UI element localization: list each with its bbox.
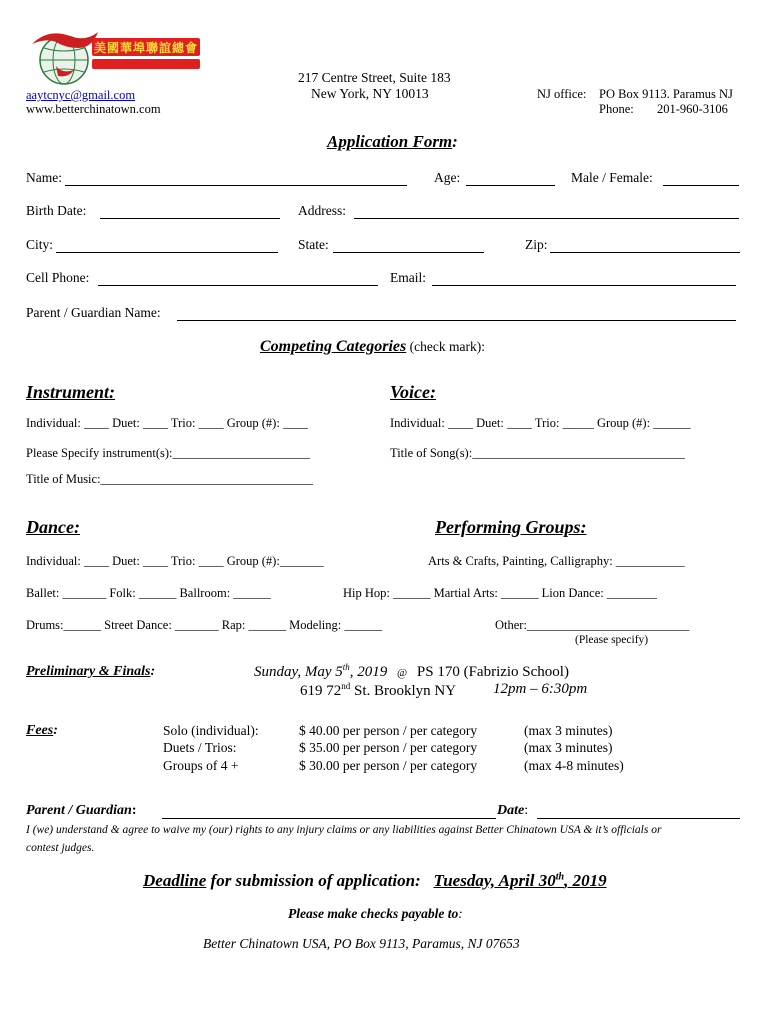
event-date-sup: th bbox=[342, 662, 350, 672]
checks-payable-line bbox=[288, 906, 463, 922]
fee-row-group-price: $ 30.00 per person / per category bbox=[299, 758, 478, 773]
deadline-word: Deadline bbox=[143, 871, 207, 890]
nj-office-label: NJ office: bbox=[537, 87, 587, 101]
fees-label bbox=[26, 723, 58, 739]
checks-payable-colon: : bbox=[458, 906, 463, 921]
dance-row-3[interactable]: Drums:______ Street Dance: _______ Rap: ______ Modeling: ______ bbox=[26, 618, 382, 632]
nj-office-value: PO Box 9113. Paramus NJ bbox=[599, 87, 733, 101]
event-address-line bbox=[300, 681, 456, 700]
at-sign: @ bbox=[397, 667, 408, 679]
voice-heading: Voice: bbox=[390, 382, 436, 402]
age-label: Age: bbox=[434, 170, 461, 185]
categories-note: (check mark): bbox=[409, 339, 485, 354]
deadline-rest: for submission of application: bbox=[206, 871, 434, 890]
instrument-heading: Instrument: bbox=[26, 382, 116, 402]
waiver-text-2: contest judges. bbox=[26, 842, 95, 854]
fee-row-duet-limit: (max 3 minutes) bbox=[524, 740, 613, 755]
event-date: Sunday, May 5 bbox=[254, 664, 343, 680]
fees-label-text: Fees bbox=[26, 723, 54, 738]
guardian-signature-label bbox=[26, 803, 136, 819]
preliminary-label-text: Preliminary & Finals bbox=[26, 664, 151, 679]
voice-row-1[interactable]: Individual: ____ Duet: ____ Trio: _____ Group (#): ______ bbox=[390, 416, 691, 430]
fee-row-solo-limit: (max 3 minutes) bbox=[524, 723, 613, 738]
address-line-2: New York, NY 10013 bbox=[311, 86, 429, 101]
signature-date-label bbox=[497, 803, 528, 819]
deadline-date-sup: th bbox=[555, 871, 565, 883]
gender-field[interactable] bbox=[663, 185, 739, 186]
signature-date-text: Date bbox=[497, 803, 525, 818]
city-label: City: bbox=[26, 237, 54, 252]
name-label: Name: bbox=[26, 170, 62, 185]
birth-date-label: Birth Date: bbox=[26, 203, 87, 218]
email-field[interactable] bbox=[432, 285, 736, 286]
please-specify-note: (Please specify) bbox=[575, 634, 649, 646]
globe-dragon-icon bbox=[26, 26, 204, 86]
signature-date-field[interactable] bbox=[537, 818, 740, 819]
gender-label: Male / Female: bbox=[571, 170, 653, 185]
address-field[interactable] bbox=[354, 218, 739, 219]
address-line-1: 217 Centre Street, Suite 183 bbox=[298, 70, 451, 85]
signature-date-colon: : bbox=[524, 803, 529, 818]
website-text: www.betterchinatown.com bbox=[26, 102, 161, 116]
name-field[interactable] bbox=[65, 185, 407, 186]
fee-row-group-limit: (max 4-8 minutes) bbox=[524, 758, 624, 773]
guardian-signature-text: Parent / Guardian bbox=[26, 803, 132, 818]
other-field[interactable]: Other:__________________________ bbox=[495, 618, 690, 632]
performing-row-1[interactable]: Arts & Crafts, Painting, Calligraphy: ___________ bbox=[428, 554, 685, 568]
cell-phone-label: Cell Phone: bbox=[26, 270, 90, 285]
age-field[interactable] bbox=[466, 185, 555, 186]
form-title-text: Application Form bbox=[327, 132, 453, 151]
phone-label: Phone: bbox=[599, 102, 634, 116]
categories-heading bbox=[260, 338, 485, 356]
event-time: 12pm – 6:30pm bbox=[493, 681, 588, 697]
waiver-text: I (we) understand & agree to waive my (our) rights to any injury claims or any liabilities against Better Chinatown USA & it’s officials or bbox=[26, 824, 662, 836]
deadline-line bbox=[143, 871, 607, 891]
dance-heading: Dance: bbox=[26, 517, 80, 537]
zip-field[interactable] bbox=[550, 252, 740, 253]
deadline-date-text: Tuesday, April 30 bbox=[433, 871, 556, 890]
birth-date-field[interactable] bbox=[100, 218, 280, 219]
email-label: Email: bbox=[390, 270, 426, 285]
fee-row-duet-price: $ 35.00 per person / per category bbox=[299, 740, 478, 755]
dance-row-1[interactable]: Individual: ____ Duet: ____ Trio: ____ Group (#):_______ bbox=[26, 554, 324, 568]
song-title[interactable]: Title of Song(s):__________________________________ bbox=[390, 446, 685, 460]
address-label: Address: bbox=[298, 203, 346, 218]
instrument-row-1[interactable]: Individual: ____ Duet: ____ Trio: ____ Group (#): ____ bbox=[26, 416, 308, 430]
fee-row-group-type: Groups of 4 + bbox=[163, 758, 239, 773]
dance-row-2[interactable]: Ballet: _______ Folk: ______ Ballroom: ______ bbox=[26, 586, 271, 600]
street-sup: nd bbox=[341, 681, 351, 691]
guardian-signature-colon: : bbox=[131, 803, 137, 818]
form-title bbox=[327, 132, 458, 152]
zip-label: Zip: bbox=[525, 237, 548, 252]
fee-row-solo-type: Solo (individual): bbox=[163, 723, 259, 738]
preliminary-colon: : bbox=[150, 664, 156, 679]
instrument-specify[interactable]: Please Specify instrument(s):______________________ bbox=[26, 446, 310, 460]
logo-text: 美國華埠聯誼總會 bbox=[94, 41, 199, 55]
form-title-colon: : bbox=[452, 132, 458, 151]
music-title[interactable]: Title of Music:__________________________________ bbox=[26, 472, 314, 486]
street-number: 619 72 bbox=[300, 683, 342, 699]
cell-phone-field[interactable] bbox=[98, 285, 378, 286]
fees-colon: : bbox=[53, 723, 58, 738]
guardian-name-label: Parent / Guardian Name: bbox=[26, 305, 161, 320]
state-label: State: bbox=[298, 237, 329, 252]
checks-payable-text: Please make checks payable to bbox=[288, 906, 459, 921]
event-year: , 2019 bbox=[349, 664, 388, 680]
phone-value: 201-960-3106 bbox=[657, 102, 728, 116]
guardian-name-field[interactable] bbox=[177, 320, 736, 321]
performing-groups-heading: Performing Groups: bbox=[435, 517, 587, 537]
city-field[interactable] bbox=[56, 252, 278, 253]
categories-title: Competing Categories bbox=[260, 338, 407, 355]
organization-logo bbox=[26, 26, 204, 86]
guardian-signature-field[interactable] bbox=[162, 818, 496, 819]
performing-row-2[interactable]: Hip Hop: ______ Martial Arts: ______ Lion Dance: ________ bbox=[343, 586, 657, 600]
deadline-date bbox=[433, 871, 606, 890]
event-date-line bbox=[254, 662, 569, 681]
fee-row-solo-price: $ 40.00 per person / per category bbox=[299, 723, 478, 738]
state-field[interactable] bbox=[333, 252, 484, 253]
street-rest: St. Brooklyn NY bbox=[350, 683, 457, 699]
event-venue: PS 170 (Fabrizio School) bbox=[416, 664, 569, 680]
preliminary-label bbox=[26, 664, 155, 680]
payee-address: Better Chinatown USA, PO Box 9113, Paramus, NJ 07653 bbox=[203, 936, 520, 951]
deadline-year: , 2019 bbox=[564, 871, 607, 890]
email-link[interactable]: aaytcnyc@gmail.com bbox=[26, 88, 136, 102]
fee-row-duet-type: Duets / Trios: bbox=[163, 740, 237, 755]
